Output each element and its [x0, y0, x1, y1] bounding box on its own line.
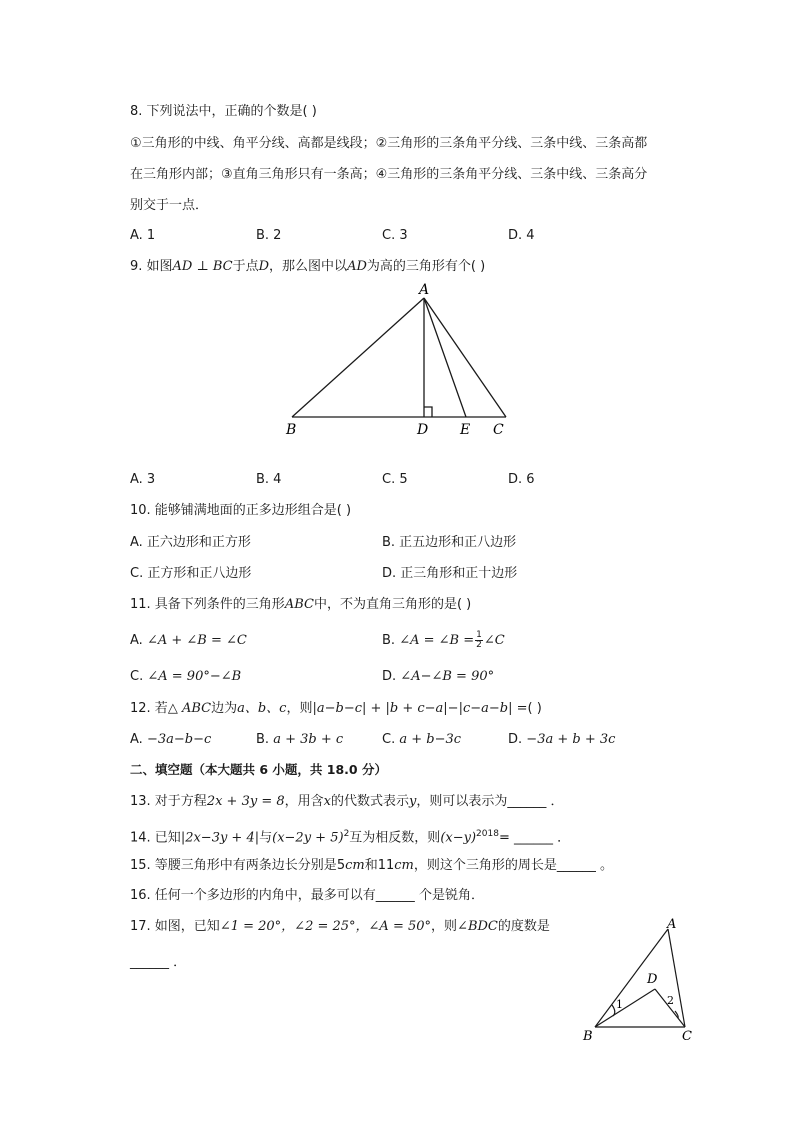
q13-math-equation: 2x + 3y = 8 [206, 794, 285, 809]
q15-pre: 15. 等腰三角形中有两条边长分别是 [130, 858, 337, 873]
q14-mid2: 互为相反数，则 [349, 830, 441, 846]
q8-option-c: C. 3 [382, 228, 408, 243]
q13-stem [130, 792, 564, 812]
q11-option-b-tail: ∠C [483, 633, 505, 648]
q12-option-c-math: a + b−3c [399, 732, 462, 747]
q11-option-b-math: ∠A = ∠B = [399, 633, 475, 648]
q12-option-c [382, 730, 461, 750]
q14-mid1: 与 [259, 830, 273, 846]
q12-stem-pre: 12. 若 [130, 701, 168, 716]
q9-segment-ab [292, 298, 424, 417]
q14-math-abs: |2x−3y + 4| [180, 830, 260, 846]
q15-mid: 和 [364, 858, 378, 873]
q12-option-a-label: A. [130, 732, 143, 747]
q10-option-d: D. 正三角形和正十边形 [382, 566, 518, 581]
q8-stem: 8. 下列说法中，正确的个数是( ) [130, 104, 317, 119]
q9-stem [130, 257, 485, 277]
q11-option-b [382, 631, 505, 651]
q12-option-b-math: a + 3b + c [273, 732, 344, 747]
fraction-numerator: 1 [476, 630, 482, 640]
q12-stem-math-triangle: △ ABC [167, 701, 212, 716]
q12-option-d-math: −3a + b + 3c [526, 732, 616, 747]
q10-option-a: A. 正六边形和正方形 [130, 535, 251, 550]
q15-unit-1: cm [345, 858, 365, 873]
q17-label-c: C [682, 1029, 692, 1044]
q17-label-b: B [583, 1029, 593, 1044]
q9-segment-ae [424, 298, 466, 417]
q8-option-b: B. 2 [256, 228, 282, 243]
q9-stem-post: 为高的三角形有个( ) [366, 259, 486, 274]
q9-label-d: D [417, 422, 429, 438]
q9-stem-mid1: 于点 [232, 259, 259, 274]
q11-option-d-math: ∠A−∠B = 90° [400, 669, 495, 684]
q15-value-2: 11 [377, 858, 395, 873]
q17-post: 的度数是 [497, 919, 550, 934]
q9-triangle-figure [270, 278, 530, 440]
q12-stem [130, 699, 542, 719]
q9-label-b: B [286, 422, 297, 438]
q13-math-y: y [409, 794, 417, 809]
q17-label-d: D [647, 972, 658, 987]
q8-statement-line-3: 别交于一点． [130, 198, 209, 213]
q9-stem-math-ad: AD [347, 259, 367, 274]
q12-option-b [256, 730, 343, 750]
q14-pre: 14. 已知 [130, 830, 181, 846]
q8-option-d: D. 4 [508, 228, 535, 243]
q17-angle-1-arc [612, 1005, 615, 1016]
q17-triangle-figure [575, 912, 705, 1047]
q9-option-c: C. 5 [382, 472, 408, 487]
q11-option-a-math: ∠A + ∠B = ∠C [146, 633, 247, 648]
q12-option-a [130, 730, 211, 750]
q11-option-c [130, 667, 241, 687]
q9-label-e: E [460, 422, 471, 438]
q17-pre: 17. 如图，已知 [130, 919, 220, 934]
q12-option-d-label: D. [508, 732, 523, 747]
q11-option-a-label: A. [130, 633, 143, 648]
q9-stem-mid2: ，那么图中以 [269, 259, 348, 274]
fraction-denominator: 2 [476, 640, 482, 650]
q12-option-b-label: B. [256, 732, 270, 747]
q12-stem-mid2: ，则 [286, 701, 313, 716]
q17-label-2: 2 [667, 994, 674, 1007]
q11-option-c-math: ∠A = 90°−∠B [147, 669, 242, 684]
section-2-title: 二、填空题（本大题共 6 小题，共 18.0 分） [130, 762, 387, 777]
q12-option-d [508, 730, 615, 750]
q17-mid: ，则 [431, 919, 458, 934]
q17-stem [130, 917, 550, 937]
q9-option-d: D. 6 [508, 472, 535, 487]
q12-stem-post: ( ) [527, 701, 542, 716]
q12-option-a-math: −3a−b−c [146, 732, 212, 747]
q16-stem: 16. 任何一个多边形的内角中，最多可以有______ 个是锐角． [130, 888, 484, 903]
q8-option-a: A. 1 [130, 228, 156, 243]
q8-statement-line-2: 在三角形内部；③直角三角形只有一条高；④三角形的三条角平分线、三条中线、三条高分 [130, 167, 648, 182]
q13-pre: 13. 对于方程 [130, 794, 207, 809]
q11-option-a [130, 631, 247, 651]
q11-option-b-label: B. [382, 633, 396, 648]
q9-option-b: B. 4 [256, 472, 282, 487]
q14-exponent-2018: 2018 [476, 829, 499, 839]
q11-stem-math: ABC [284, 597, 314, 612]
q17-segment-bd [595, 989, 655, 1027]
q11-stem-post: 中，不为直角三角形的是( ) [313, 597, 472, 612]
q8-statement-line-1: ①三角形的中线、角平分线、高都是线段；②三角形的三条角平分线、三条中线、三条高都 [130, 136, 648, 151]
q14-stem [130, 824, 570, 848]
q12-stem-math-sides: a、b、c [237, 701, 287, 716]
q12-stem-math-expression: |a−b−c| + |b + c−a|−|c−a−b| = [312, 701, 528, 716]
q14-post: = ______ ． [498, 830, 571, 846]
q14-math-power-base: (x−y) [440, 830, 477, 846]
q15-stem [130, 856, 613, 876]
q9-stem-math-perpendicular: AD ⊥ BC [172, 259, 233, 274]
q14-exponent-2: 2 [343, 829, 350, 839]
q9-label-a: A [419, 282, 430, 298]
q17-label-1: 1 [616, 998, 623, 1011]
q9-label-c: C [493, 422, 504, 438]
q10-option-c: C. 正方形和正八边形 [130, 566, 252, 581]
q13-mid1: ，用含 [284, 794, 324, 809]
q12-stem-mid1: 边为 [211, 701, 238, 716]
q12-option-c-label: C. [382, 732, 396, 747]
q9-stem-math-d: D [258, 259, 270, 274]
q14-math-square-base: (x−2y + 5) [272, 830, 344, 846]
q10-stem: 10. 能够铺满地面的正多边形组合是( ) [130, 503, 352, 518]
q9-stem-pre: 9. 如图 [130, 259, 173, 274]
q15-post: ，则这个三角形的周长是______ 。 [413, 858, 614, 873]
q9-segment-ac [424, 298, 506, 417]
q13-mid2: 的代数式表示 [330, 794, 409, 809]
q15-unit-2: cm [394, 858, 414, 873]
q11-option-c-label: C. [130, 669, 144, 684]
q17-math-bdc: ∠BDC [457, 919, 498, 934]
q17-answer-blank: ______ ． [130, 955, 187, 970]
q13-post: ，则可以表示为______ ． [416, 794, 564, 809]
q15-value-1: 5 [336, 858, 346, 873]
q9-option-a: A. 3 [130, 472, 156, 487]
q9-right-angle-mark [424, 407, 432, 417]
q11-option-d-label: D. [382, 669, 397, 684]
q11-option-d [382, 667, 494, 687]
q17-math-angles: ∠1 = 20°，∠2 = 25°，∠A = 50° [219, 919, 432, 934]
q10-option-b: B. 正五边形和正八边形 [382, 535, 517, 550]
q17-label-a: A [667, 917, 677, 932]
q11-stem [130, 595, 471, 615]
q13-math-x: x [323, 794, 331, 809]
q11-option-b-fraction [475, 631, 483, 650]
q11-stem-pre: 11. 具备下列条件的三角形 [130, 597, 285, 612]
